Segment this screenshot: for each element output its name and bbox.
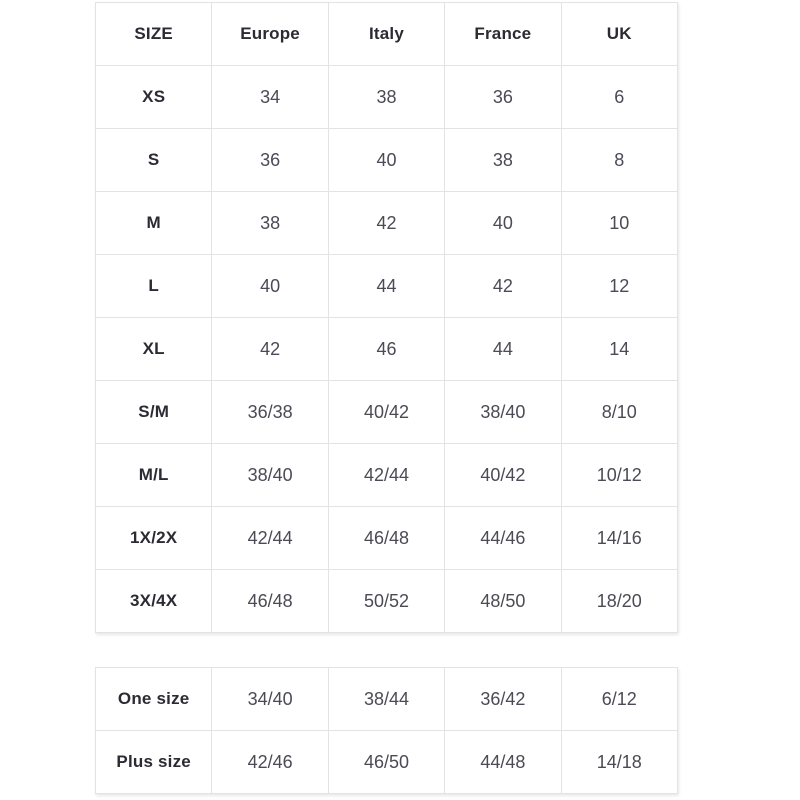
row-label-cell: S/M — [96, 381, 212, 444]
value-cell: 44/48 — [445, 731, 561, 794]
value-cell: 42 — [445, 255, 561, 318]
value-cell: 40 — [212, 255, 328, 318]
value-cell: 10/12 — [561, 444, 677, 507]
value-cell: 46/48 — [212, 570, 328, 633]
row-label-cell: One size — [96, 668, 212, 731]
value-cell: 40/42 — [328, 381, 444, 444]
value-cell: 42/44 — [328, 444, 444, 507]
row-label-cell: Plus size — [96, 731, 212, 794]
value-cell: 42/44 — [212, 507, 328, 570]
value-cell: 42 — [328, 192, 444, 255]
table-row-s — [96, 129, 678, 192]
value-cell: 48/50 — [445, 570, 561, 633]
column-header-france: France — [445, 3, 561, 66]
value-cell: 12 — [561, 255, 677, 318]
value-cell: 14 — [561, 318, 677, 381]
row-label-cell: L — [96, 255, 212, 318]
value-cell: 50/52 — [328, 570, 444, 633]
special-sizes-table — [95, 667, 678, 794]
value-cell: 44/46 — [445, 507, 561, 570]
value-cell: 8/10 — [561, 381, 677, 444]
column-header-size: SIZE — [96, 3, 212, 66]
column-header-uk: UK — [561, 3, 677, 66]
value-cell: 38 — [212, 192, 328, 255]
value-cell: 42 — [212, 318, 328, 381]
value-cell: 46/50 — [328, 731, 444, 794]
value-cell: 34 — [212, 66, 328, 129]
value-cell: 44 — [328, 255, 444, 318]
row-label-cell: 3X/4X — [96, 570, 212, 633]
table-row-ml — [96, 444, 678, 507]
value-cell: 34/40 — [212, 668, 328, 731]
table-row-3x4x — [96, 570, 678, 633]
value-cell: 44 — [445, 318, 561, 381]
table-row-one-size — [96, 668, 678, 731]
row-label-cell: XS — [96, 66, 212, 129]
table-row-xl — [96, 318, 678, 381]
value-cell: 14/18 — [561, 731, 677, 794]
value-cell: 40/42 — [445, 444, 561, 507]
value-cell: 38/40 — [445, 381, 561, 444]
value-cell: 38 — [328, 66, 444, 129]
row-label-cell: S — [96, 129, 212, 192]
value-cell: 46/48 — [328, 507, 444, 570]
value-cell: 40 — [328, 129, 444, 192]
row-label-cell: XL — [96, 318, 212, 381]
value-cell: 10 — [561, 192, 677, 255]
value-cell: 40 — [445, 192, 561, 255]
table-row-plus-size — [96, 731, 678, 794]
value-cell: 38 — [445, 129, 561, 192]
table-row-xs — [96, 66, 678, 129]
value-cell: 14/16 — [561, 507, 677, 570]
row-label-cell: M/L — [96, 444, 212, 507]
value-cell: 8 — [561, 129, 677, 192]
value-cell: 46 — [328, 318, 444, 381]
header-row — [96, 3, 678, 66]
column-header-italy: Italy — [328, 3, 444, 66]
value-cell: 36/42 — [445, 668, 561, 731]
value-cell: 36 — [445, 66, 561, 129]
table-row-l — [96, 255, 678, 318]
table-row-m — [96, 192, 678, 255]
table-row-sm — [96, 381, 678, 444]
value-cell: 36/38 — [212, 381, 328, 444]
value-cell: 6/12 — [561, 668, 677, 731]
size-conversion-table — [95, 2, 678, 633]
value-cell: 38/44 — [328, 668, 444, 731]
value-cell: 36 — [212, 129, 328, 192]
row-label-cell: 1X/2X — [96, 507, 212, 570]
value-cell: 38/40 — [212, 444, 328, 507]
column-header-europe: Europe — [212, 3, 328, 66]
table-row-1x2x — [96, 507, 678, 570]
row-label-cell: M — [96, 192, 212, 255]
value-cell: 42/46 — [212, 731, 328, 794]
value-cell: 18/20 — [561, 570, 677, 633]
value-cell: 6 — [561, 66, 677, 129]
